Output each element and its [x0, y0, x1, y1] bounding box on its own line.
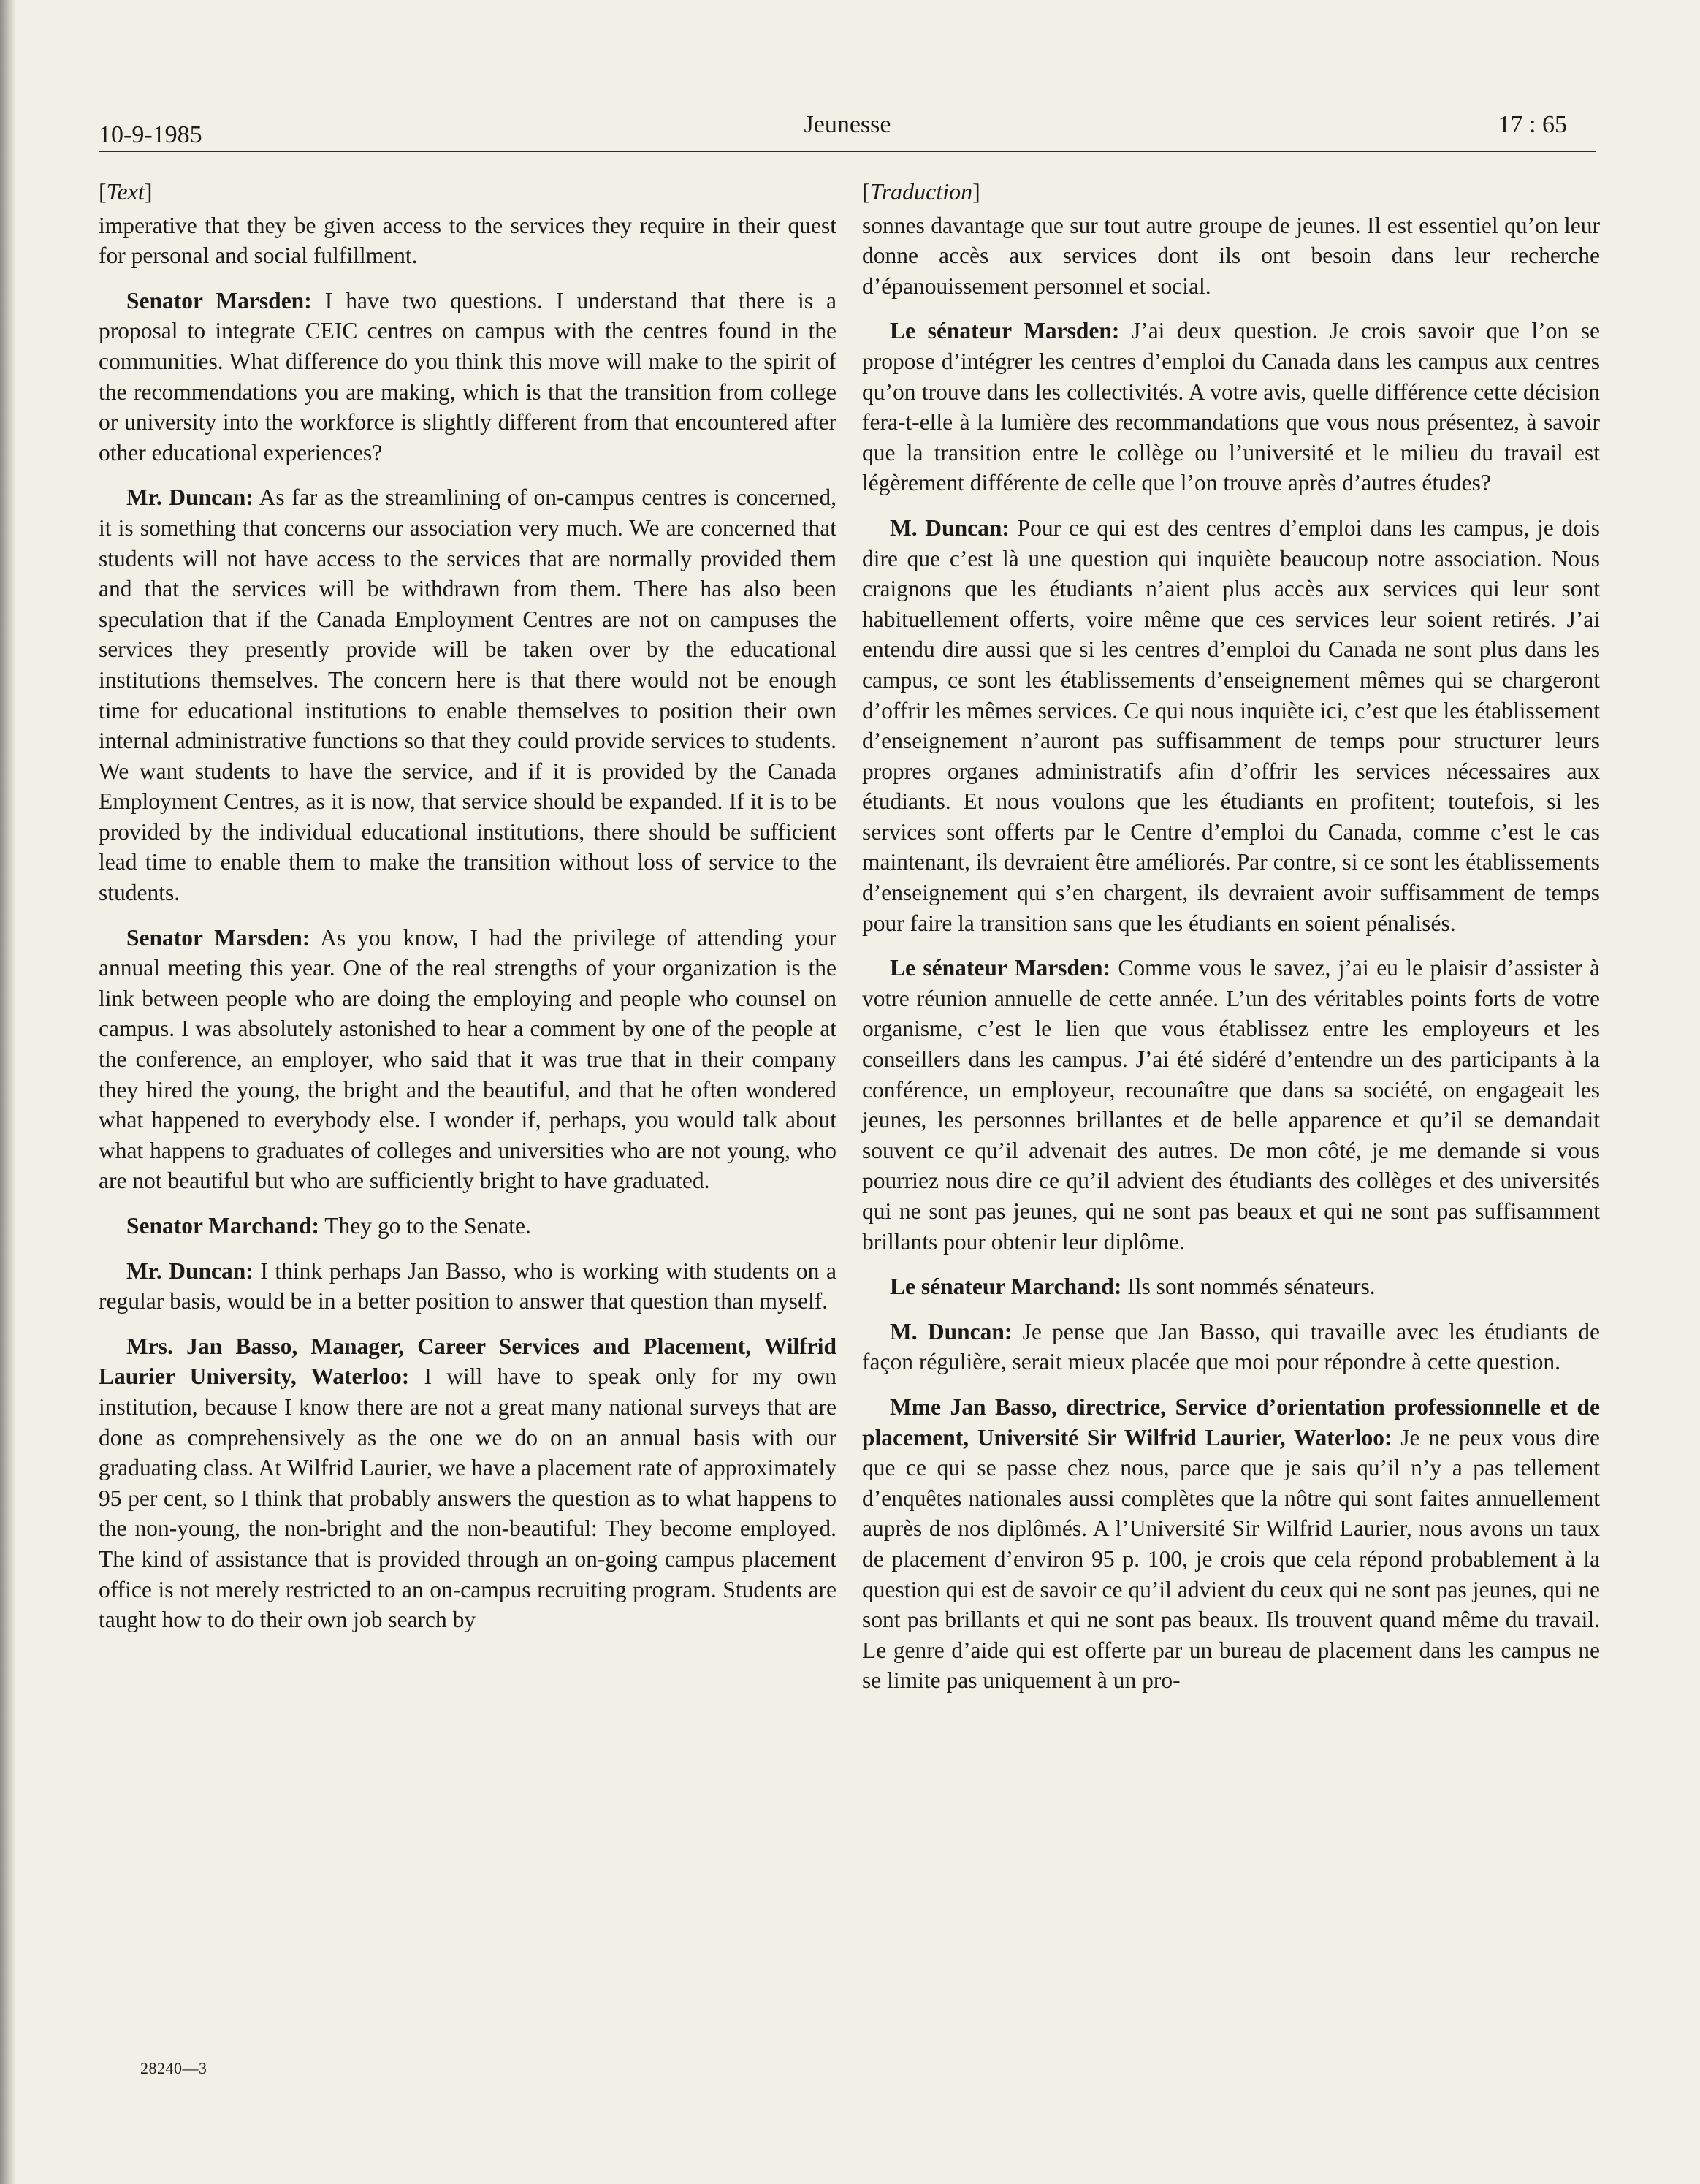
header-title: Jeunesse — [804, 111, 891, 138]
speaker-name: Mr. Duncan: — [126, 484, 254, 511]
page-header — [99, 105, 1596, 152]
paragraph: imperative that they be given access to the services they require in their quest for personal and social fulfillment. — [99, 212, 836, 269]
paragraph: Le sénateur Marsden: Comme vous le savez, j’ai eu le plaisir d’assister à votre réunion annuelle de cette année. L’un des véritables points forts de votre organisme, c’est le lien que vous établissez entre les employeurs et les conseillers dans les campus. J’ai été sidéré d’entendre un des participants à la conférence, un employeur, recounaître que dans sa société, on engageait les jeunes, les personnes brillantes et de belle apparence et qu’il se demandait souvent ce qu’il advenait des autres. De mon côté, je me demande si vous pourriez nous dire ce qu’il advient des étudiants des collèges et des universités qui ne sont pas jeunes, qui ne sont pas beaux et qui ne sont pas suffisamment brillants pour obtenir leur diplôme. — [862, 955, 1600, 1255]
paragraph: Mme Jan Basso, directrice, Service d’orientation professionnelle et de placement, Université Sir Wilfrid Laurier, Waterloo: Je ne peux vous dire que ce qui se passe chez nous, parce que je sais qu’il n’y a pas tellement d’enquêtes nationales aussi complètes que la nôtre qui sont faites annuellement auprès de nos diplômés. A l’Université Sir Wilfrid Laurier, nous avons un taux de placement d’environ 95 p. 100, je crois que cela répond probablement à la question qui est de savoir ce qu’il advient du ceux qui ne sont pas jeunes, qui ne sont pas brillants et qui ne sont pas beaux. Ils trouvent quand même du travail. Le genre d’aide qui est offerte par un bureau de placement dans les campus ne se limite pas uniquement à un pro- — [862, 1393, 1600, 1694]
paragraph: Mr. Duncan: I think perhaps Jan Basso, who is working with students on a regular basis, would be in a better position to answer that question than myself. — [99, 1257, 836, 1314]
speaker-name: Mr. Duncan: — [126, 1257, 254, 1284]
speaker-name: Mme Jan Basso, directrice, Service d’orientation professionnelle et de placement, Université Sir Wilfrid Laurier, Waterloo: — [862, 1393, 1600, 1450]
header-date: 10-9-1985 — [99, 121, 202, 148]
paragraph: Senator Marchand: They go to the Senate. — [126, 1213, 531, 1239]
paragraph: M. Duncan: Pour ce qui est des centres d’emploi dans les campus, je dois dire que c’est là une question qui inquiète beaucoup notre association. Nous craignons que les étudiants n’aient plus accès aux services qui leur sont habituellement offerts, voire même que ces services leur soient retirés. J’ai entendu dire aussi que si les centres d’emploi du Canada ne sont plus dans les campus, ce sont les établissements d’enseignement mêmes qui se chargeront d’offrir les mêmes services. Ce qui nous inquiète ici, c’est que les établissement d’enseignement n’auront pas suffisamment de temps pour structurer leurs propres organes administratifs afin d’offrir les services nécessaires aux étudiants. Et nous voulons que les étudiants en profitent; toutefois, si les services sont offerts par le Centre d’emploi du Canada, comme c’est le cas maintenant, ils devraient être améliorés. Par contre, si ce sont les établissements d’enseignement qui s’en chargent, ils devraient avoir suffisamment de temps pour faire la transition sans que les étudiants en soient pénalisés. — [862, 514, 1600, 936]
page-binding-edge — [0, 0, 16, 2184]
language-tag-traduction: [Traduction] — [862, 178, 980, 205]
footer-print-code: 28240—3 — [140, 2059, 207, 2077]
paragraph: Mr. Duncan: As far as the streamlining of on-campus centres is concerned, it is something that concerns our association very much. We are concerned that students will not have access to the services that are normally provided them and that the services will be withdrawn from them. There has also been speculation that if the Canada Employment Centres are not on campuses the services they presently provide will be taken over by the educational institutions themselves. The concern here is that there would not be enough time for educational institutions to enable themselves to position their own internal administrative functions so that they could provide services to students. We want students to have the service, and if it is provided by the Canada Employment Centres, as it is now, that service should be expanded. If it is to be provided by the individual educational institutions, there should be sufficient lead time to enable them to make the transition without loss of service to the students. — [99, 484, 836, 906]
speaker-name: Senator Marsden: — [126, 287, 312, 313]
paragraph: M. Duncan: Je pense que Jan Basso, qui travaille avec les étudiants de façon régulière, serait mieux placée que moi pour répondre à cette question. — [862, 1318, 1600, 1375]
paragraph: Le sénateur Marsden: J’ai deux question. Je crois savoir que l’on se propose d’intégrer les centres d’emploi du Canada dans les campus aux centres qu’on trouve dans les collectivités. A votre avis, quelle différence cette décision fera-t-elle à la lumière des recommandations que vous nous présentez, à savoir que la transition entre le collège ou l’université et le milieu du travail est légèrement différente de celle que l’on trouve après d’autres études? — [862, 318, 1600, 496]
speaker-name: Mrs. Jan Basso, Manager, Career Services and Placement, Wilfrid Laurier University, Waterloo: — [99, 1333, 836, 1390]
speaker-name: M. Duncan: — [890, 1318, 1013, 1344]
language-tag-text: [Text] — [99, 178, 153, 205]
speaker-name: Le sénateur Marsden: — [890, 318, 1120, 344]
speaker-name: Senator Marchand: — [126, 1213, 319, 1239]
speaker-name: M. Duncan: — [890, 514, 1010, 541]
speaker-name: Le sénateur Marsden: — [890, 955, 1110, 981]
paragraph: Senator Marsden: As you know, I had the privilege of attending your annual meeting this year. One of the real strengths of your organization is the link between people who are doing the employing and people who counsel on campus. I was absolutely astonished to hear a comment by one of the people at the conference, an employer, who said that it was true that in their company they hired the young, the bright and the beautiful, and that he often wondered what happened to everybody else. I wonder if, perhaps, you would talk about what happens to graduates of colleges and universities who are not young, who are not beautiful but who are sufficiently bright to have graduated. — [99, 924, 836, 1194]
paragraph: Mrs. Jan Basso, Manager, Career Services and Placement, Wilfrid Laurier University, Waterloo: I will have to speak only for my own institution, because I know there are not a great many national surveys that are done as comprehensively as the one we do on an annual basis with our graduating class. At Wilfrid Laurier, we have a placement rate of approximately 95 per cent, so I think that probably answers the question as to what happens to the non-young, the non-bright and the non-beautiful: They become employed. The kind of assistance that is provided through an on-going campus placement office is not merely restricted to an on-campus recruiting program. Students are taught how to do their own job search by — [99, 1333, 836, 1633]
paragraph: Senator Marsden: I have two questions. I understand that there is a proposal to integrate CEIC centres on campus with the centres found in the communities. What difference do you think this move will make to the spirit of the recommendations you are making, which is that the transition from college or university into the workforce is slightly different from that encountered after other educational experiences? — [99, 287, 836, 465]
left-column-english — [99, 177, 836, 1650]
right-column-french — [862, 177, 1600, 1711]
speaker-name: Le sénateur Marchand: — [890, 1274, 1122, 1300]
paragraph: Le sénateur Marchand: Ils sont nommés sénateurs. — [890, 1274, 1376, 1300]
speaker-name: Senator Marsden: — [126, 924, 310, 951]
header-page-number: 17 : 65 — [1498, 111, 1567, 138]
paragraph: sonnes davantage que sur tout autre groupe de jeunes. Il est essentiel qu’on leur donne accès aux services dont ils ont besoin dans leur recherche d’épanouissement personnel et social. — [862, 212, 1600, 299]
